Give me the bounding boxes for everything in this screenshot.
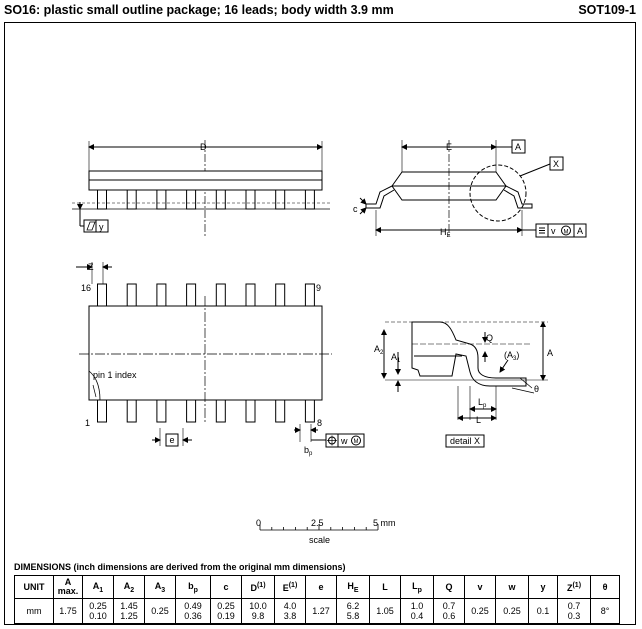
scale-5mm: 5 mm: [373, 518, 396, 528]
scale-label: scale: [309, 535, 331, 545]
label-he: $H_E$: [440, 227, 451, 239]
dim-header-cell: $A_1$: [83, 576, 114, 599]
label-l: L: [476, 415, 482, 425]
pin-1-index-label: pin 1 index: [93, 370, 137, 380]
dim-value-cell: 1.75: [54, 599, 83, 624]
dim-header-cell: $E^{(1)}$: [275, 576, 306, 599]
side-lead: [305, 190, 314, 209]
side-lead: [246, 190, 255, 209]
dim-value-cell: 0.25 0.19: [211, 599, 242, 624]
dim-value-cell: 8°: [591, 599, 620, 624]
dim-value-cell: 0.25: [145, 599, 176, 624]
label-c: c: [353, 204, 358, 214]
top-lead-upper: [187, 284, 196, 306]
label-m2: M: [353, 439, 359, 445]
pin-1-label: 1: [85, 418, 91, 428]
dim-header-cell: $Z^{(1)}$: [558, 576, 591, 599]
label-w: w: [341, 436, 348, 446]
label-e: E: [446, 142, 453, 152]
label-a2: $A_2$: [374, 344, 384, 356]
dim-header-cell: L: [370, 576, 401, 599]
pin-8-label: 8: [317, 418, 323, 428]
dim-header-cell: θ: [591, 576, 620, 599]
pin-16-label: 16: [81, 283, 92, 293]
dim-header-cell: $L_p$: [401, 576, 434, 599]
dim-header-cell: w: [496, 576, 529, 599]
side-lead: [98, 190, 107, 209]
top-lead-lower: [246, 400, 255, 422]
dim-header-cell: $A_2$: [114, 576, 145, 599]
dim-value-cell: mm: [15, 599, 54, 624]
dim-value-cell: 0.25: [496, 599, 529, 624]
label-z: Z: [88, 262, 94, 272]
top-lead-lower: [157, 400, 166, 422]
dim-header-cell: $D^{(1)}$: [242, 576, 275, 599]
side-lead: [127, 190, 136, 209]
label-d: D: [200, 142, 207, 152]
dim-value-cell: 0.49 0.36: [176, 599, 211, 624]
dim-header-cell: e: [306, 576, 337, 599]
dim-value-cell: 10.0 9.8: [242, 599, 275, 624]
label-theta: θ: [534, 384, 540, 394]
top-lead-upper: [216, 284, 225, 306]
top-lead-lower: [305, 400, 314, 422]
scale-0: 0: [256, 518, 262, 528]
dim-value-cell: 0.7 0.6: [434, 599, 465, 624]
dim-value-cell: 4.0 3.8: [275, 599, 306, 624]
side-lead: [157, 190, 166, 209]
dim-value-cell: 0.1: [529, 599, 558, 624]
side-lead: [276, 190, 285, 209]
detail-x-label: detail X: [450, 436, 481, 446]
dimensions-title: DIMENSIONS (inch dimensions are derived from the original mm dimensions): [14, 562, 346, 572]
datum-a-box: A: [515, 142, 522, 152]
side-lead: [187, 190, 196, 209]
label-e-pitch: e: [169, 435, 175, 445]
top-lead-lower: [276, 400, 285, 422]
top-lead-lower: [127, 400, 136, 422]
label-m: M: [563, 229, 569, 236]
label-a3: $(A_3)$: [504, 350, 520, 362]
dim-value-cell: 6.2 5.8: [337, 599, 370, 624]
label-y: y: [99, 222, 104, 232]
top-lead-lower: [187, 400, 196, 422]
top-lead-upper: [157, 284, 166, 306]
package-code: SOT109-1: [578, 3, 636, 17]
dim-header-cell: $b_p$: [176, 576, 211, 599]
side-view: [72, 140, 330, 238]
label-a-ref: A: [577, 226, 584, 236]
scale-2-5: 2.5: [311, 518, 324, 528]
dim-value-cell: 0.25 0.10: [83, 599, 114, 624]
dim-header-cell: c: [211, 576, 242, 599]
top-lead-lower: [98, 400, 107, 422]
label-a1: $A_1$: [391, 352, 401, 364]
top-lead-upper: [305, 284, 314, 306]
pin-9-label: 9: [316, 283, 322, 293]
top-lead-upper: [276, 284, 285, 306]
dim-value-cell: 1.05: [370, 599, 401, 624]
top-lead-lower: [216, 400, 225, 422]
label-lp: $L_p$: [478, 397, 487, 409]
dim-value-cell: 0.7 0.3: [558, 599, 591, 624]
detail-x-box: X: [553, 159, 560, 169]
dimensions-table: [14, 575, 620, 624]
top-lead-upper: [127, 284, 136, 306]
top-lead-upper: [246, 284, 255, 306]
detail-x-view: [384, 322, 548, 447]
label-bp: $b_p$: [304, 445, 313, 457]
end-view: [360, 140, 586, 237]
dim-header-cell: A max.: [54, 576, 83, 599]
label-a-height: A: [547, 348, 554, 358]
dim-value-cell: 1.27: [306, 599, 337, 624]
label-v: v: [551, 226, 556, 236]
dim-header-cell: UNIT: [15, 576, 54, 599]
dim-value-cell: 0.25: [465, 599, 496, 624]
dim-header-cell: v: [465, 576, 496, 599]
dim-header-cell: $H_E$: [337, 576, 370, 599]
dim-header-cell: Q: [434, 576, 465, 599]
dim-value-cell: 1.0 0.4: [401, 599, 434, 624]
dim-header-cell: y: [529, 576, 558, 599]
dim-value-cell: 1.45 1.25: [114, 599, 145, 624]
label-q: Q: [486, 333, 494, 343]
dim-header-cell: $A_3$: [145, 576, 176, 599]
top-lead-upper: [98, 284, 107, 306]
side-lead: [216, 190, 225, 209]
package-title: SO16: plastic small outline package; 16 leads; body width 3.9 mm: [4, 3, 394, 17]
